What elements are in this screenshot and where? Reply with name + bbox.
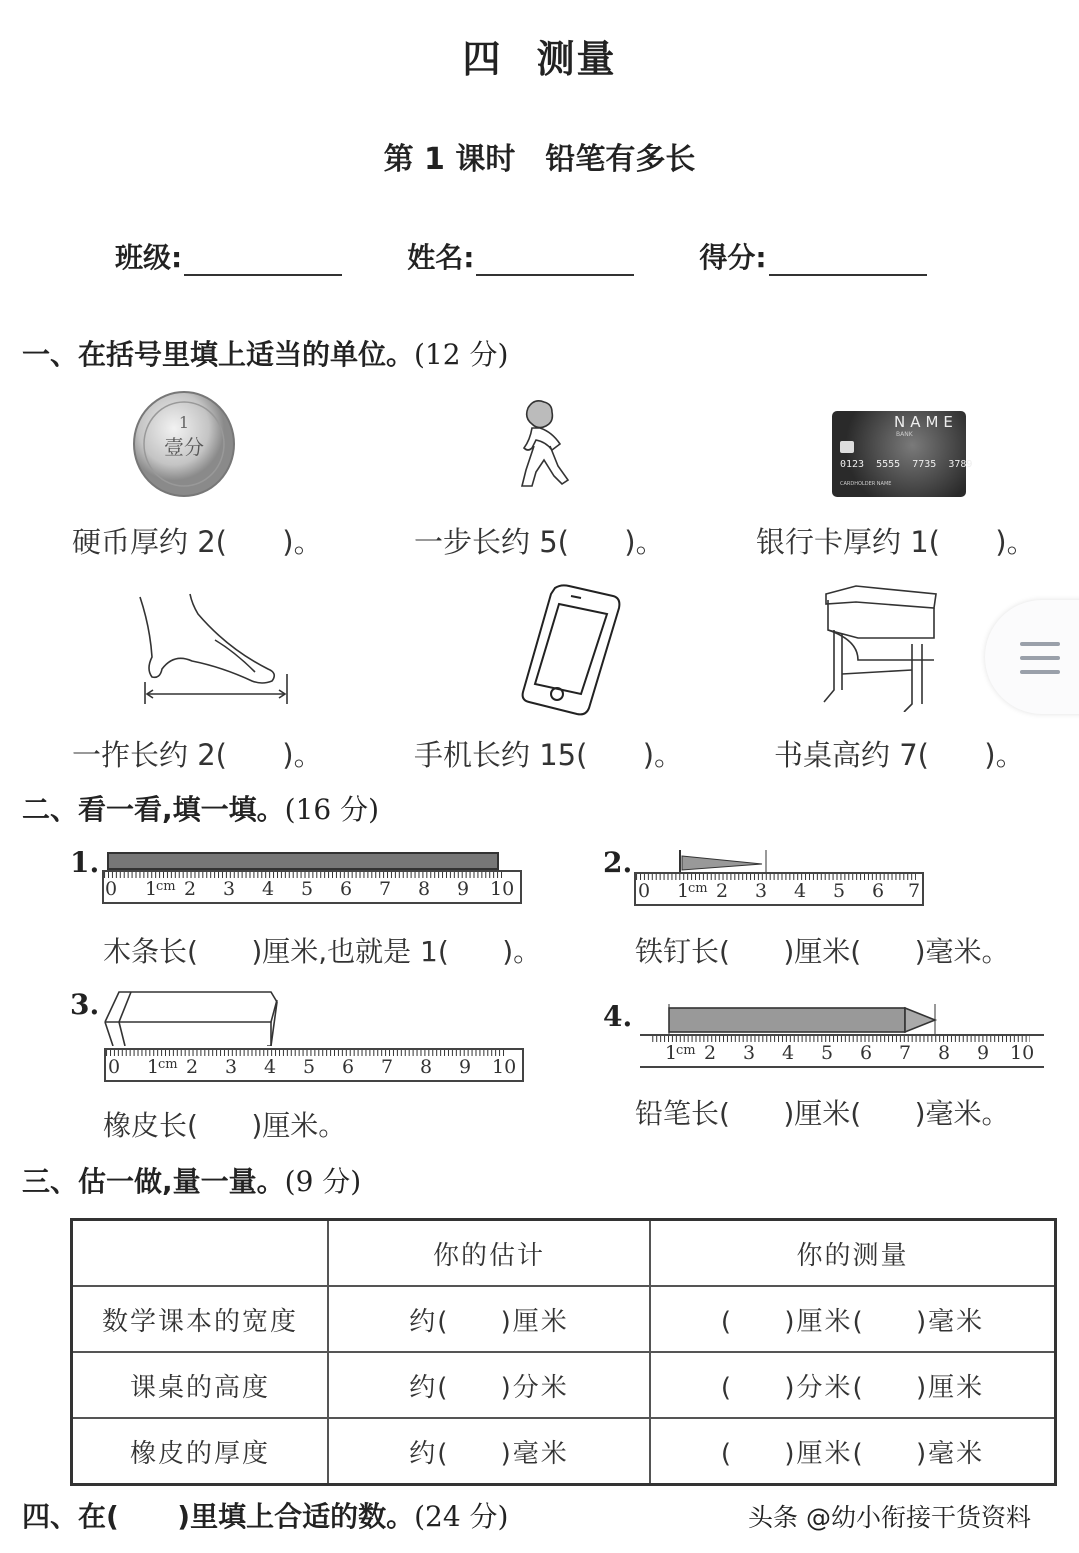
svg-text:壹分: 壹分 — [164, 435, 204, 459]
table-header-cell: 你的估计 — [328, 1220, 650, 1287]
measurement-table — [70, 1218, 1057, 1486]
walking-boy-icon — [510, 398, 580, 496]
q2-4-label: 4. — [603, 1000, 633, 1033]
estimate-cell[interactable]: 约( )毫米 — [328, 1418, 650, 1485]
ruler-unit: cm — [688, 881, 708, 896]
q2-3-text[interactable]: 橡皮长( )厘米。 — [103, 1109, 347, 1142]
svg-text:1: 1 — [178, 413, 190, 432]
q2-2-label: 2. — [603, 846, 633, 879]
measure-cell[interactable]: ( )厘米( )毫米 — [650, 1286, 1056, 1352]
ruler-num: 1 — [145, 878, 158, 900]
measure-cell[interactable]: ( )厘米( )毫米 — [650, 1418, 1056, 1485]
pencil-shape — [668, 1004, 938, 1034]
ruler-num: 1 — [677, 880, 690, 902]
ruler-4-broken — [640, 1034, 1044, 1068]
table-row — [72, 1352, 1056, 1418]
ruler-num: 5 — [303, 1056, 316, 1078]
q2-1-text[interactable]: 木条长( )厘米,也就是 1( )。 — [103, 935, 542, 968]
ruler-num: 2 — [716, 880, 729, 902]
q1-item-desk[interactable]: 书桌高约 7( )。 — [774, 738, 1025, 772]
nail-shape — [678, 850, 768, 872]
hand-span-icon — [135, 592, 295, 710]
table-row-label: 数学课本的宽度 — [72, 1286, 329, 1352]
student-info-row — [115, 236, 992, 276]
ruler-num: 2 — [186, 1056, 199, 1078]
ruler-num: 3 — [225, 1056, 238, 1078]
ruler-num: 9 — [977, 1042, 990, 1064]
score-label: 得分: — [699, 241, 767, 274]
phone-icon — [515, 582, 625, 717]
floating-menu-button[interactable] — [985, 600, 1079, 714]
card-name: NAME — [894, 413, 958, 431]
ruler-num: 4 — [262, 878, 275, 900]
ruler-num: 0 — [108, 1056, 121, 1078]
class-blank[interactable] — [184, 244, 342, 276]
section3-heading-text: 三、估一做,量一量。 — [22, 1165, 285, 1198]
lesson-name: 铅笔有多长 — [545, 142, 696, 177]
table-row — [72, 1418, 1056, 1485]
score-blank[interactable] — [769, 244, 927, 276]
section1-heading — [22, 333, 508, 373]
ruler-num: 6 — [342, 1056, 355, 1078]
ruler-num: 0 — [638, 880, 651, 902]
q1-item-card[interactable]: 银行卡厚约 1( )。 — [756, 525, 1036, 559]
ruler-num: 2 — [704, 1042, 717, 1064]
table-row — [72, 1286, 1056, 1352]
wood-strip-shape — [107, 852, 499, 870]
ruler-num: 10 — [490, 878, 515, 900]
q2-2-text[interactable]: 铁钉长( )厘米( )毫米。 — [635, 935, 1010, 968]
ruler-num: 8 — [420, 1056, 433, 1078]
name-blank[interactable] — [476, 244, 634, 276]
ruler-num: 7 — [899, 1042, 912, 1064]
q2-3-label: 3. — [70, 988, 100, 1021]
card-chip-icon — [840, 441, 854, 453]
hamburger-menu-icon — [1020, 670, 1060, 674]
chapter-title — [0, 28, 1079, 83]
section2-heading — [22, 788, 379, 828]
ruler-num: 3 — [223, 878, 236, 900]
desk-icon — [822, 584, 938, 712]
q2-1-label: 1. — [70, 846, 100, 879]
ruler-num: 5 — [821, 1042, 834, 1064]
section4-heading-text: 四、在( )里填上合适的数。 — [22, 1500, 415, 1533]
q1-item-coin[interactable]: 硬币厚约 2( )。 — [72, 525, 323, 559]
eraser-shape — [103, 990, 278, 1046]
estimate-cell[interactable]: 约( )厘米 — [328, 1286, 650, 1352]
section3-heading — [22, 1160, 361, 1200]
ruler-3 — [104, 1048, 524, 1082]
ruler-num: 3 — [755, 880, 768, 902]
class-field[interactable] — [115, 236, 342, 276]
watermark: 头条 @幼小衔接干货资料 — [748, 1503, 1031, 1532]
ruler-num: 9 — [459, 1056, 472, 1078]
name-field[interactable] — [407, 236, 634, 276]
ruler-num: 8 — [938, 1042, 951, 1064]
table-row-label: 橡皮的厚度 — [72, 1418, 329, 1485]
ruler-unit: cm — [158, 1057, 178, 1072]
section1-heading-text: 一、在括号里填上适当的单位。 — [22, 338, 415, 371]
ruler-num: 10 — [1010, 1042, 1035, 1064]
table-row-label: 课桌的高度 — [72, 1352, 329, 1418]
ruler-unit: cm — [676, 1043, 696, 1058]
ruler-num: 6 — [872, 880, 885, 902]
ruler-num: 6 — [340, 878, 353, 900]
class-label: 班级: — [115, 241, 183, 274]
ruler-num: 4 — [782, 1042, 795, 1064]
section2-points: (16 分) — [284, 793, 380, 826]
card-number: 0123 5555 7735 3789 — [840, 459, 973, 470]
table-header-row — [72, 1220, 1056, 1287]
ruler-num: 10 — [492, 1056, 517, 1078]
estimate-cell[interactable]: 约( )分米 — [328, 1352, 650, 1418]
q1-item-span[interactable]: 一拃长约 2( )。 — [72, 738, 323, 772]
ruler-num: 7 — [379, 878, 392, 900]
ruler-unit: cm — [156, 879, 176, 894]
ruler-num: 0 — [105, 878, 118, 900]
hamburger-menu-icon — [1020, 656, 1060, 660]
ruler-2 — [634, 872, 924, 906]
card-bank: BANK — [896, 431, 913, 438]
ruler-num: 7 — [381, 1056, 394, 1078]
section1-points: (12 分) — [414, 338, 509, 371]
table-header-cell: 你的测量 — [650, 1220, 1056, 1287]
ruler-num: 8 — [418, 878, 431, 900]
coin-icon — [128, 390, 240, 498]
ruler-num: 5 — [301, 878, 314, 900]
section4-heading — [22, 1495, 508, 1535]
ruler-num: 4 — [264, 1056, 277, 1078]
ruler-num: 5 — [833, 880, 846, 902]
lesson-label: 第 1 课时 — [383, 142, 516, 177]
section4-points: (24 分) — [414, 1500, 509, 1533]
section2-heading-text: 二、看一看,填一填。 — [22, 793, 285, 826]
section3-points: (9 分) — [284, 1165, 362, 1198]
score-field[interactable] — [699, 236, 926, 276]
chapter-number: 四 — [462, 37, 503, 81]
q1-item-step[interactable]: 一步长约 5( )。 — [414, 525, 665, 559]
ruler-num: 6 — [860, 1042, 873, 1064]
ruler-num: 9 — [457, 878, 470, 900]
measure-cell[interactable]: ( )分米( )厘米 — [650, 1352, 1056, 1418]
table-header-cell — [72, 1220, 329, 1287]
ruler-num: 3 — [743, 1042, 756, 1064]
bank-card-icon — [832, 411, 973, 497]
ruler-1 — [102, 870, 522, 904]
ruler-num: 2 — [184, 878, 197, 900]
name-label: 姓名: — [407, 241, 475, 274]
ruler-num: 1 — [665, 1042, 678, 1064]
hamburger-menu-icon — [1020, 642, 1060, 646]
q2-4-text[interactable]: 铅笔长( )厘米( )毫米。 — [635, 1097, 1010, 1130]
q1-item-phone[interactable]: 手机长约 15( )。 — [414, 738, 684, 772]
ruler-num: 7 — [908, 880, 921, 902]
ruler-num: 4 — [794, 880, 807, 902]
ruler-num: 1 — [147, 1056, 160, 1078]
card-holder: CARDHOLDER NAME — [840, 481, 892, 487]
chapter-name: 测量 — [536, 37, 617, 81]
lesson-title — [0, 134, 1079, 178]
